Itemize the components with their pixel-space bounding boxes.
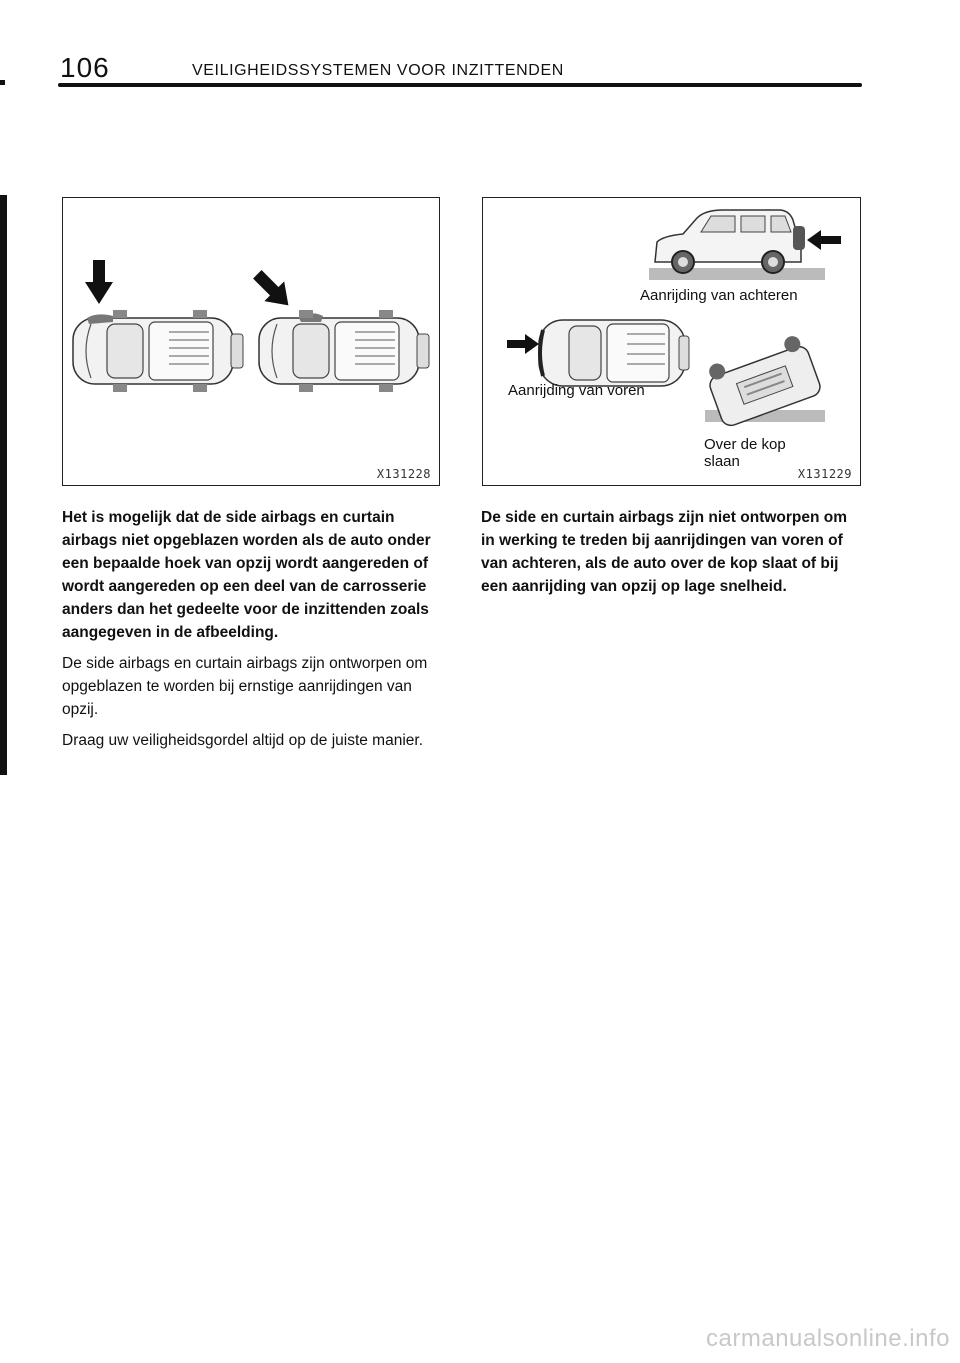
collision-types-illustration	[483, 198, 860, 485]
car-top-view-2	[259, 310, 429, 392]
label-rollover-line-2: slaan	[704, 453, 740, 470]
label-front-impact: Aanrijding van voren	[508, 382, 645, 399]
label-rollover	[704, 436, 786, 470]
left-text-column	[62, 506, 440, 760]
label-rollover-line-1: Over de kop	[704, 436, 786, 453]
margin-mark	[0, 80, 5, 85]
watermark-text: carmanualsonline.info	[706, 1325, 950, 1352]
figure-front-rear-rollover	[482, 197, 861, 486]
side-impact-illustration	[63, 198, 439, 485]
car-top-view-1	[73, 310, 243, 392]
label-rear-impact: Aanrijding van achteren	[640, 287, 798, 304]
impact-arrow-diagonal	[247, 264, 298, 315]
rear-impact-arrow	[807, 230, 841, 250]
right-text-column	[481, 506, 865, 606]
figure-code: X131229	[797, 467, 852, 481]
section-margin-bar	[0, 195, 7, 775]
body-paragraph: De side airbags en curtain airbags zijn ontworpen om opgeblazen te worden bij ernstige aanrijdingen van opzij.	[62, 655, 428, 718]
body-paragraph: Draag uw veiligheidsgordel altijd op de juiste manier.	[62, 732, 424, 749]
figure-code: X131228	[376, 467, 431, 481]
suv-side-view	[649, 210, 825, 280]
figure-side-impact	[62, 197, 440, 486]
front-impact-arrow	[507, 334, 539, 354]
car-front-top-view	[539, 320, 689, 386]
warning-paragraph: De side en curtain airbags zijn niet ontworpen om in werking te treden bij aanrijdingen van voren of van achteren, als de auto over de kop slaat of bij een aanrijding van opzij op lage snelheid.	[481, 509, 848, 595]
header-rule	[58, 83, 862, 87]
chapter-title: VEILIGHEIDSSYSTEMEN VOOR INZITTENDEN	[192, 62, 564, 79]
rollover-car	[703, 333, 825, 429]
impact-arrow-vertical	[85, 260, 113, 304]
warning-paragraph: Het is mogelijk dat de side airbags en curtain airbags niet opgeblazen worden als de auto onder een bepaalde hoek van opzij wordt aangereden of wordt aangereden op een deel van de carrosserie anders dan het gedeelte voor de inzittenden zoals aangegeven in de afbeelding.	[62, 509, 431, 641]
page-number: 106	[60, 52, 110, 83]
